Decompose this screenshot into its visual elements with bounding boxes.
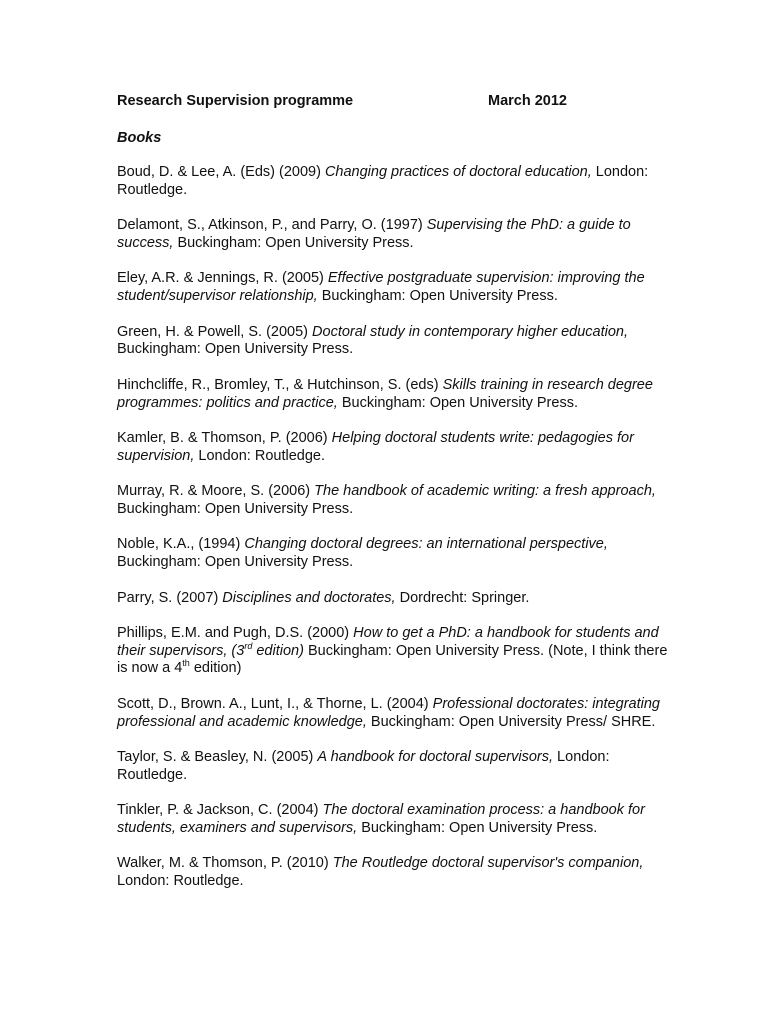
reference-authors: Kamler, B. & Thomson, P. (2006) [117, 429, 332, 446]
reference-item [117, 590, 677, 608]
reference-item [117, 483, 677, 519]
document-page [117, 92, 677, 909]
reference-publisher: Buckingham: Open University Press. [173, 234, 414, 251]
reference-publisher: Buckingham: Open University Press. (Note, I think there is now a 4 [117, 642, 668, 677]
section-title-books: Books [117, 130, 162, 146]
reference-list [117, 164, 677, 891]
reference-publisher: Buckingham: Open University Press. [117, 500, 354, 517]
reference-title: Changing practices of doctoral education, [324, 164, 592, 180]
reference-item [117, 855, 677, 891]
reference-title: Effective postgraduate supervision: improving the student/supervisor relationship, [117, 270, 645, 305]
reference-publisher: London: Routledge. [194, 447, 325, 464]
reference-item [117, 430, 677, 466]
reference-publisher: Buckingham: Open University Press. [337, 394, 578, 411]
reference-item [117, 164, 677, 200]
reference-publisher: Buckingham: Open University Press. [317, 288, 558, 305]
document-title: Research Supervision programme [117, 93, 354, 109]
reference-authors: Phillips, E.M. and Pugh, D.S. (2000) [117, 624, 354, 641]
reference-item [117, 324, 677, 360]
reference-publisher: Buckingham: Open University Press/ SHRE. [366, 713, 656, 730]
reference-publisher: London: Routledge. [117, 873, 244, 890]
reference-title-text: How to get a PhD: a handbook for students and their supervisors, (3 [117, 624, 659, 659]
reference-item [117, 696, 677, 732]
reference-title-end: edition) [252, 642, 304, 659]
reference-authors: Delamont, S., Atkinson, P., and Parry, O. (1997) [117, 217, 427, 234]
reference-title: Disciplines and doctorates, [222, 589, 396, 606]
reference-authors: Walker, M. & Thomson, P. (2010) [117, 855, 333, 872]
reference-authors: Eley, A.R. & Jennings, R. (2005) [117, 270, 328, 287]
reference-authors: Taylor, S. & Beasley, N. (2005) [117, 749, 318, 766]
reference-item [117, 625, 677, 678]
reference-title: The Routledge doctoral supervisor's companion, [332, 855, 644, 872]
reference-title: The doctoral examination process: a handbook for students, examiners and supervisors, [117, 802, 645, 837]
reference-authors: Murray, R. & Moore, S. (2006) [117, 483, 315, 500]
reference-item [117, 536, 677, 572]
reference-item [117, 802, 677, 838]
reference-title: Supervising the PhD: a guide to success, [117, 217, 631, 251]
reference-authors: Hinchcliffe, R., Bromley, T., & Hutchinson, S. (eds) [117, 376, 443, 393]
reference-publisher: Dordrecht: Springer. [395, 589, 530, 606]
reference-item [117, 270, 677, 306]
reference-publisher: Buckingham: Open University Press. [117, 554, 354, 571]
reference-note-end: edition) [189, 660, 242, 677]
reference-item [117, 749, 677, 785]
reference-title: A handbook for doctoral supervisors, [317, 749, 554, 766]
reference-authors: Boud, D. & Lee, A. (Eds) (2009) [117, 164, 325, 180]
reference-item [117, 377, 677, 413]
document-header [117, 92, 677, 112]
reference-authors: Green, H. & Powell, S. (2005) [117, 323, 313, 340]
reference-publisher: Buckingham: Open University Press. [117, 341, 354, 358]
reference-authors: Noble, K.A., (1994) [117, 536, 245, 553]
reference-title: Professional doctorates: integrating professional and academic knowledge, [117, 695, 660, 730]
reference-authors: Parry, S. (2007) [117, 589, 223, 606]
document-date: March 2012 [488, 93, 567, 109]
reference-authors: Scott, D., Brown. A., Lunt, I., & Thorne, L. (2004) [117, 695, 433, 712]
reference-authors: Tinkler, P. & Jackson, C. (2004) [117, 802, 323, 819]
reference-title: Skills training in research degree programmes: politics and practice, [117, 376, 653, 411]
reference-publisher: London: Routledge. [117, 749, 610, 783]
reference-title: The handbook of academic writing: a fresh approach, [314, 483, 656, 500]
reference-item [117, 217, 677, 253]
reference-title: Doctoral study in contemporary higher education, [312, 323, 628, 340]
reference-publisher: London: Routledge. [117, 164, 649, 198]
reference-title: Changing doctoral degrees: an international perspective, [244, 536, 608, 553]
ordinal-suffix: th [182, 658, 190, 669]
ordinal-suffix: rd [244, 640, 253, 651]
reference-publisher: Buckingham: Open University Press. [357, 820, 598, 837]
reference-title: Helping doctoral students write: pedagogies for supervision, [117, 429, 634, 464]
